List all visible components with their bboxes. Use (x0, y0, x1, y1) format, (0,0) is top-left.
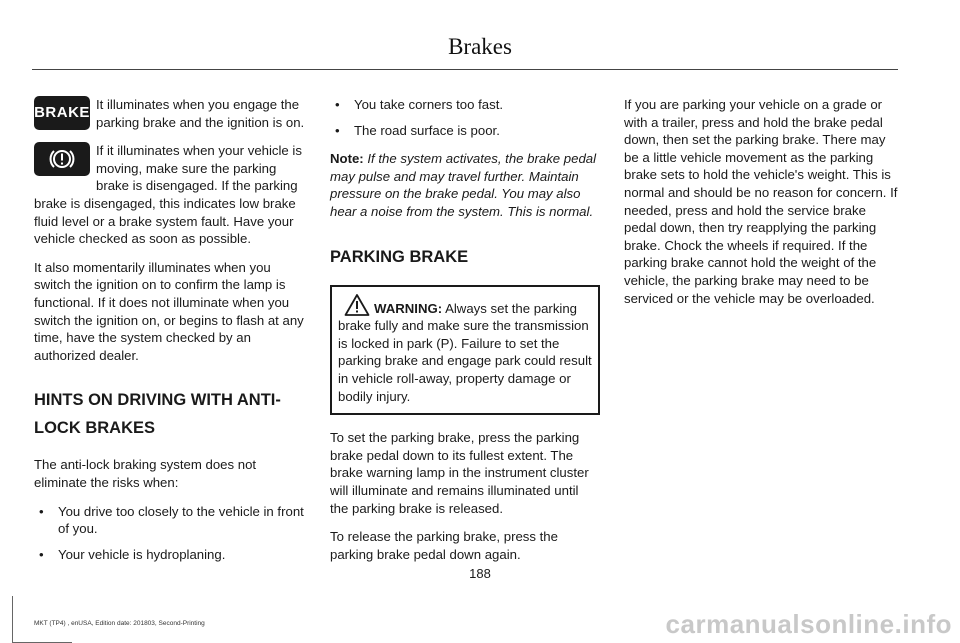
section-heading: HINTS ON DRIVING WITH ANTI-LOCK BRAKES (34, 391, 281, 438)
warning-text: Always set the parking brake fully and make sure the transmission is locked in park (P). Failure to set the parking brake and engage park could result in vehicle roll-away, property damage or bodily injury. (338, 300, 592, 404)
column-right (624, 96, 898, 318)
page-number: 188 (469, 566, 491, 581)
note (330, 150, 600, 220)
paragraph: To set the parking brake, press the parking brake pedal down to its fullest extent. The brake warning lamp in the instrument cluster will illuminate and remains illuminated until the parking brake is released. (330, 430, 589, 516)
brake-warning-icon (34, 142, 90, 176)
warning-box (330, 285, 600, 416)
warning-triangle-icon (344, 293, 370, 317)
column-left (34, 96, 306, 574)
section-heading: PARKING BRAKE (330, 247, 469, 266)
paragraph: The anti-lock braking system does not eliminate the risks when: (34, 457, 257, 490)
list-item: • You take corners too fast. (330, 96, 600, 114)
watermark: carmanualsonline.info (665, 609, 952, 639)
paragraph: It illuminates when you engage the parking brake and the ignition is on. (96, 97, 305, 130)
header-rule (32, 69, 898, 70)
brake-text-icon: BRAKE (34, 96, 90, 130)
bullet-list (34, 503, 306, 564)
page-title: Brakes (448, 34, 512, 59)
list-item: • Your vehicle is hydroplaning. (34, 546, 306, 564)
column-middle (330, 96, 600, 574)
paragraph: To release the parking brake, press the parking brake pedal down again. (330, 529, 558, 562)
list-item: • The road surface is poor. (330, 122, 600, 140)
bullet-list (330, 96, 600, 139)
crop-mark (12, 596, 13, 643)
note-label: Note: (330, 151, 364, 167)
edition-footer: MKT (TP4) , enUSA, Edition date: 201803, Second-Printing (34, 620, 205, 627)
warning-label: WARNING: (374, 300, 443, 316)
paragraph: It also momentarily illuminates when you switch the ignition on to confirm the lamp is functional. If it does not illuminate when you switch the ignition on, or begins to flash at any time, have the system checked by an authorized dealer. (34, 259, 304, 363)
paragraph: If you are parking your vehicle on a grade or with a trailer, press and hold the brake pedal down, then set the parking brake. There may be a little vehicle movement as the parking brake sets to hold the vehicle's weight. This is normal and should be no reason for concern. If needed, press and hold the service brake pedal down, then try reapplying the parking brake. Chock the wheels if required. If the parking brake cannot hold the weight of the vehicle, the parking brake may need to be serviced or the vehicle may be overloaded. (624, 97, 898, 306)
list-item: • You drive too closely to the vehicle in front of you. (34, 503, 306, 538)
note-text: If the system activates, the brake pedal may pulse and may travel further. Maintain pressure on the brake pedal. You may also hear a noise from the system. This is normal. (330, 151, 597, 219)
paragraph: If it illuminates when your vehicle is moving, make sure the parking brake is disengaged. If the parking brake is disengaged, this indicates low brake fluid level or a brake system fault. Have your vehicle checked as soon as possible. (34, 143, 302, 247)
